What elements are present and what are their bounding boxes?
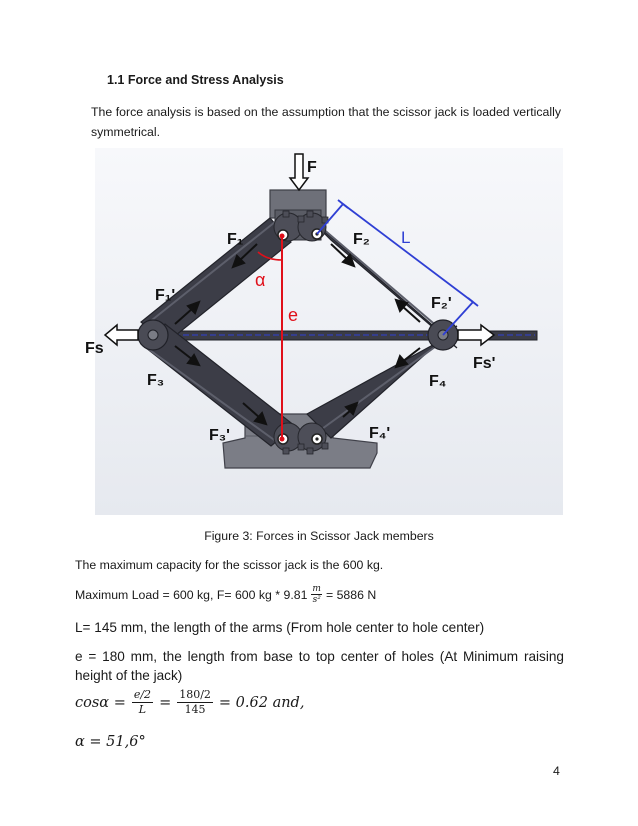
section-heading: 1.1 Force and Stress Analysis bbox=[107, 73, 284, 87]
figure-caption: Figure 3: Forces in Scissor Jack members bbox=[204, 529, 434, 543]
label-f3-prime: F₃' bbox=[209, 427, 230, 444]
cos-result: = 0.62 and, bbox=[218, 694, 305, 711]
label-l: L bbox=[401, 228, 411, 247]
fraction-e-over-l bbox=[132, 688, 153, 717]
fraction-values bbox=[177, 688, 213, 717]
label-f: F bbox=[307, 159, 317, 176]
fraction-e-denominator: L bbox=[138, 703, 147, 716]
label-fs: Fs bbox=[85, 340, 104, 357]
fraction-values-numerator: 180/2 bbox=[179, 688, 211, 701]
label-e: e bbox=[288, 305, 299, 325]
label-f4-prime: F₄' bbox=[369, 425, 391, 442]
scissor-jack-diagram bbox=[85, 148, 563, 515]
alpha-equation: α = 51,6° bbox=[75, 734, 146, 750]
red-dot-bottom bbox=[280, 437, 285, 442]
unit-numerator: m bbox=[312, 584, 321, 594]
cos-equals: = bbox=[159, 694, 172, 711]
unit-fraction bbox=[311, 584, 322, 605]
e-height-text: e = 180 mm, the length from base to top center of holes (At Minimum raising height of the jack) bbox=[75, 649, 564, 683]
cos-equation bbox=[75, 688, 304, 717]
fraction-values-denominator: 145 bbox=[184, 703, 206, 716]
label-f4: F₄ bbox=[429, 373, 447, 390]
intro-line-2: symmetrical. bbox=[91, 125, 161, 139]
pin-bottom-right bbox=[312, 434, 322, 444]
page-number: 4 bbox=[553, 764, 560, 778]
label-f1: F₁ bbox=[227, 231, 244, 248]
maximum-load-line bbox=[75, 584, 376, 605]
arm-length-text: L= 145 mm, the length of the arms (From hole center to hole center) bbox=[75, 620, 485, 635]
intro-line-1: The force analysis is based on the assumption that the scissor jack is loaded vertically bbox=[91, 105, 561, 119]
scissor-jack-figure bbox=[85, 148, 563, 515]
capacity-text: The maximum capacity for the scissor jack is the 600 kg. bbox=[75, 558, 384, 572]
label-f2: F₂ bbox=[353, 231, 370, 248]
unit-denominator: s² bbox=[312, 595, 321, 605]
label-f2-prime: F₂' bbox=[431, 295, 452, 312]
cos-lhs: cosα = bbox=[75, 694, 126, 711]
load-prefix: Maximum Load = 600 kg, F= 600 kg * 9.81 bbox=[75, 587, 308, 602]
load-suffix: = 5886 N bbox=[325, 587, 377, 602]
label-f1-prime: F₁' bbox=[155, 287, 176, 304]
fraction-e-numerator: e/2 bbox=[133, 688, 152, 701]
joint-left bbox=[138, 320, 168, 350]
label-fs-prime: Fs' bbox=[473, 355, 496, 372]
label-f3: F₃ bbox=[147, 372, 165, 389]
intro-paragraph bbox=[91, 102, 561, 142]
label-alpha: α bbox=[255, 270, 266, 290]
red-dot-top bbox=[280, 234, 285, 239]
